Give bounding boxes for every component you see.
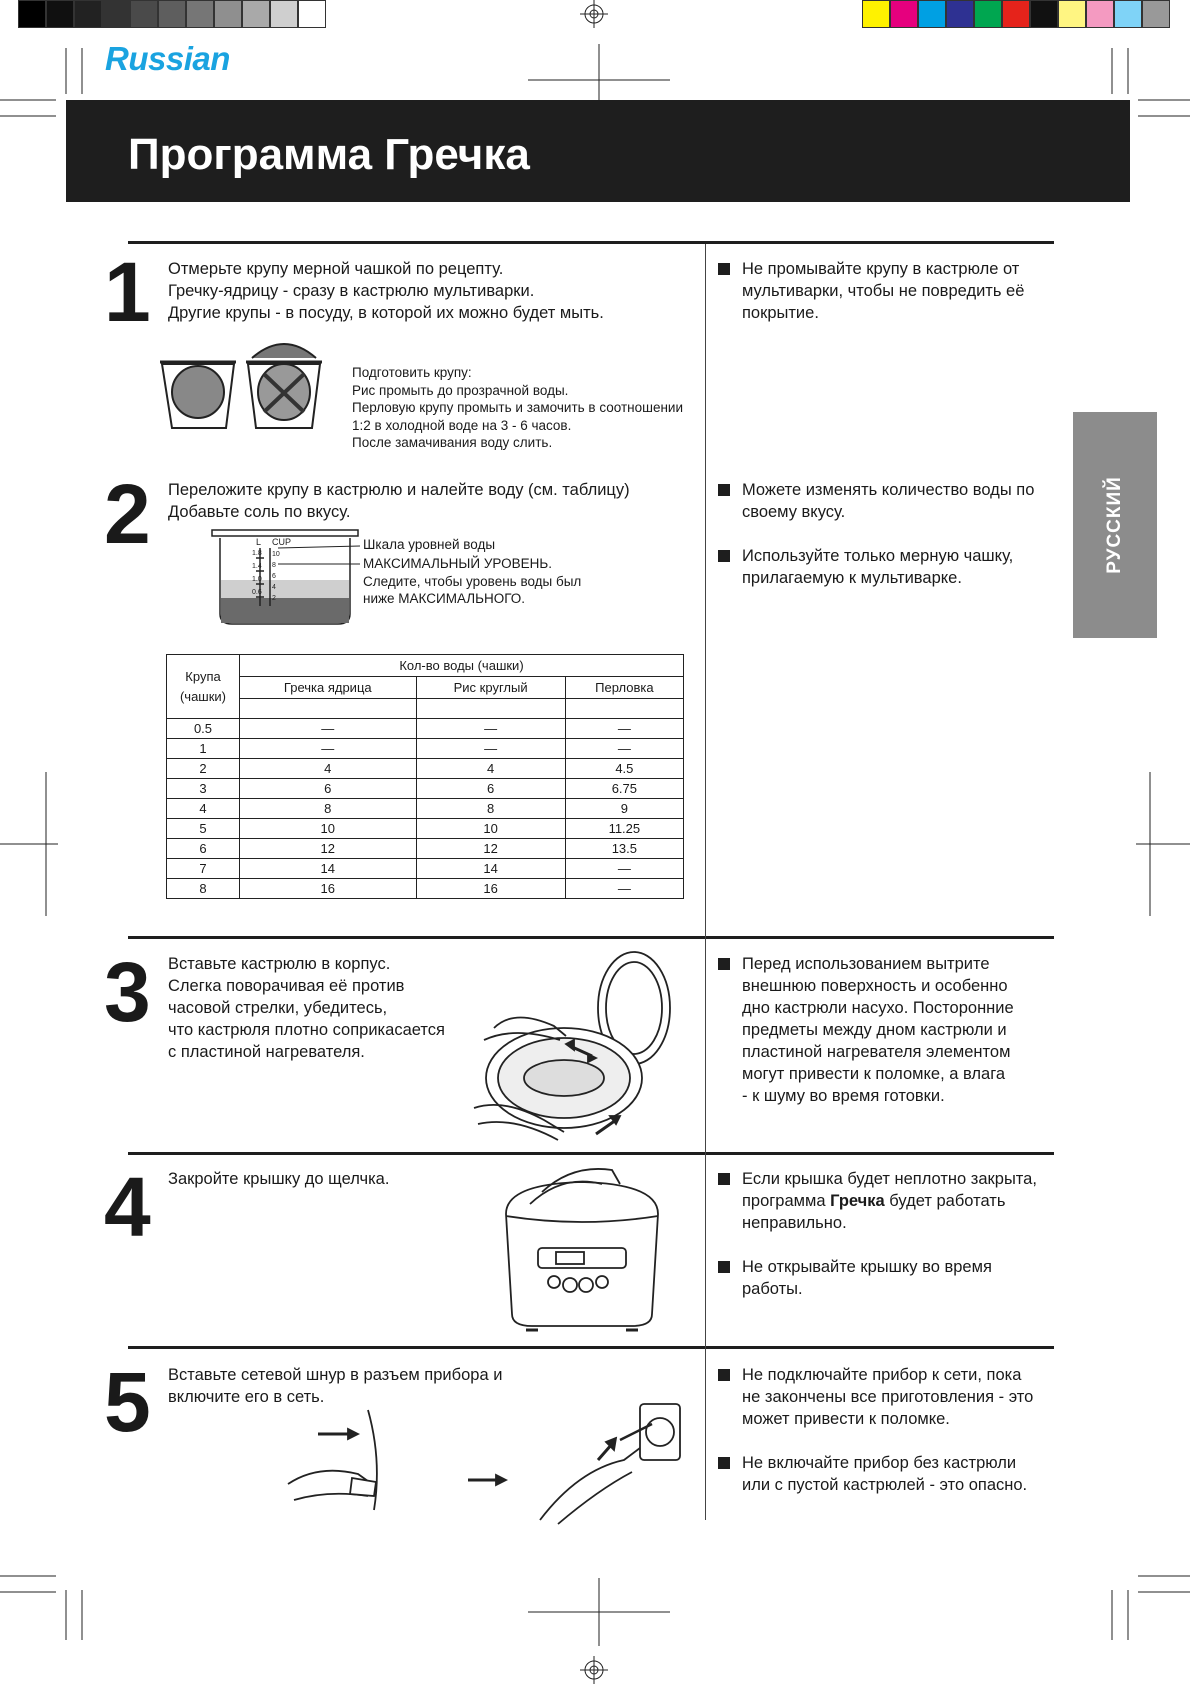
column-header: Рис круглый: [416, 677, 565, 699]
note-item: Используйте только мерную чашку, прилагаемую к мультиварке.: [718, 545, 1058, 589]
cup-label: CUP: [272, 537, 292, 547]
language-side-tab: [1073, 412, 1157, 638]
grain-preparation-caption: Подготовить крупу: Рис промыть до прозрачной воды. Перловую крупу промыть и замочить в соотношении 1:2 в холодной воде на 3 - 6 часов. После замачивания воду слить.: [352, 365, 683, 450]
bullet-icon: [718, 550, 730, 562]
table-cell: 4.5: [565, 759, 683, 779]
tick-left-1: 1.4: [252, 563, 262, 570]
table-row: [167, 859, 684, 879]
table-cell: 4: [167, 799, 240, 819]
table-cell: 14: [416, 859, 565, 879]
tick-right-1: 8: [272, 562, 276, 569]
step-3-notes: [718, 953, 1058, 1129]
step-2-number: 2: [104, 467, 148, 561]
tick-left-2: 1.0: [252, 576, 262, 583]
table-cell: —: [416, 719, 565, 739]
water-table: [166, 654, 684, 899]
plug-in-illustration: [288, 1400, 688, 1530]
tick-right-3: 4: [272, 584, 276, 591]
tick-left-0: 1.8: [252, 550, 262, 557]
table-cell: 13.5: [565, 839, 683, 859]
table-cell: 14: [240, 859, 417, 879]
step-2-notes: [718, 479, 1058, 611]
table-cell: 11.25: [565, 819, 683, 839]
table-cell: 10: [416, 819, 565, 839]
table-cell: —: [565, 719, 683, 739]
step-5-notes: [718, 1364, 1058, 1518]
note-item: Не промывайте крупу в кастрюле от мультиварки, чтобы не повредить её покрытие.: [718, 258, 1058, 324]
grain-bowls-illustration: [160, 336, 330, 436]
tick-left-3: 0.6: [252, 589, 262, 596]
column-divider: [705, 244, 706, 1520]
note-item: Не включайте прибор без кастрюли или с пустой кастрюлей - это опасно.: [718, 1452, 1058, 1496]
table-cell: —: [416, 739, 565, 759]
water-scale-label: Шкала уровней воды: [363, 537, 496, 552]
step-1-number: 1: [104, 245, 148, 339]
bullet-icon: [718, 958, 730, 970]
table-cell: 1: [167, 739, 240, 759]
bullet-icon: [718, 1369, 730, 1381]
column-header: Гречка ядрица: [240, 677, 417, 699]
table-cell: 2: [167, 759, 240, 779]
note-item: Можете изменять количество воды по своему вкусу.: [718, 479, 1058, 523]
table-row: [167, 879, 684, 899]
water-header: Кол-во воды (чашки): [240, 655, 684, 677]
table-cell: 6.75: [565, 779, 683, 799]
table-cell: —: [565, 879, 683, 899]
close-lid-illustration: [502, 1164, 662, 1336]
table-cell: 16: [240, 879, 417, 899]
table-cell: 9: [565, 799, 683, 819]
table-cell: 10: [240, 819, 417, 839]
table-row: [167, 719, 684, 739]
max-level-label: МАКСИМАЛЬНЫЙ УРОВЕНЬ. Следите, чтобы уровень воды был ниже МАКСИМАЛЬНОГО.: [363, 556, 582, 606]
table-cell: 3: [167, 779, 240, 799]
page-title: Программа Гречка: [128, 130, 530, 179]
step-1-text: Отмерьте крупу мерной чашкой по рецепту. Гречку-ядрицу - сразу в кастрюлю мультиварки. Другие крупы - в посуду, в которой их можно будет мыть.: [168, 260, 604, 322]
table-cell: 6: [416, 779, 565, 799]
table-cell: 0.5: [167, 719, 240, 739]
tick-right-4: 2: [272, 595, 276, 602]
step5-rule: [128, 1346, 1054, 1349]
table-row: [167, 759, 684, 779]
note-item: Перед использованием вытрите внешнюю поверхность и особенно дно кастрюли насухо. Посторонние предметы между дном кастрюли и пластиной нагревателя элементом могут привести к поломке, а влага - к шуму во время готовки.: [718, 953, 1058, 1107]
table-cell: 8: [416, 799, 565, 819]
grain-header: Крупа (чашки): [167, 655, 240, 719]
table-cell: 8: [240, 799, 417, 819]
bullet-icon: [718, 1173, 730, 1185]
table-cell: 4: [416, 759, 565, 779]
step1-rule: [128, 241, 1054, 244]
column-header: Перловка: [565, 677, 683, 699]
bullet-icon: [718, 1457, 730, 1469]
table-cell: —: [565, 859, 683, 879]
bullet-icon: [718, 484, 730, 496]
table-row: [167, 739, 684, 759]
side-tab-label: РУССКИЙ: [1104, 476, 1125, 574]
language-label: Russian: [105, 40, 230, 77]
table-cell: —: [240, 739, 417, 759]
table-cell: 8: [167, 879, 240, 899]
step-3-text: Вставьте кастрюлю в корпус. Слегка поворачивая её против часовой стрелки, убедитесь, что кастрюля плотно соприкасается с пластиной нагревателя.: [168, 955, 445, 1061]
table-row: [167, 799, 684, 819]
step-1-notes: [718, 258, 1058, 346]
bullet-icon: [718, 263, 730, 275]
step-4-text: Закройте крышку до щелчка.: [168, 1170, 390, 1188]
table-cell: 4: [240, 759, 417, 779]
table-row: [167, 779, 684, 799]
step-4-notes: [718, 1168, 1058, 1322]
table-cell: —: [240, 719, 417, 739]
tick-right-0: 10: [272, 551, 280, 558]
table-cell: 5: [167, 819, 240, 839]
l-label: L: [256, 537, 262, 547]
insert-pot-illustration: [474, 948, 684, 1148]
table-cell: —: [565, 739, 683, 759]
tick-right-2: 6: [272, 573, 276, 580]
table-cell: 12: [240, 839, 417, 859]
step4-rule: [128, 1152, 1054, 1155]
note-item: Не подключайте прибор к сети, пока не закончены все приготовления - это может привести к поломке.: [718, 1364, 1058, 1430]
bullet-icon: [718, 1261, 730, 1273]
water-level-pot-diagram: [212, 528, 362, 628]
step-3-number: 3: [104, 945, 148, 1039]
note-item: Если крышка будет неплотно закрыта, программа Гречка будет работать неправильно.: [718, 1168, 1058, 1234]
table-cell: 6: [167, 839, 240, 859]
table-cell: 6: [240, 779, 417, 799]
table-cell: 7: [167, 859, 240, 879]
step3-rule: [128, 936, 1054, 939]
title-banner: [66, 100, 1130, 202]
step-2-text: Переложите крупу в кастрюлю и налейте воду (см. таблицу) Добавьте соль по вкусу.: [168, 481, 630, 521]
table-row: [167, 819, 684, 839]
step-5-text: Вставьте сетевой шнур в разъем прибора и включите его в сеть.: [168, 1366, 503, 1406]
water-table-body: [167, 719, 684, 899]
step-5-number: 5: [104, 1355, 148, 1449]
note-item: Не открывайте крышку во время работы.: [718, 1256, 1058, 1300]
table-cell: 16: [416, 879, 565, 899]
table-cell: 12: [416, 839, 565, 859]
step-4-number: 4: [104, 1160, 148, 1254]
table-row: [167, 839, 684, 859]
